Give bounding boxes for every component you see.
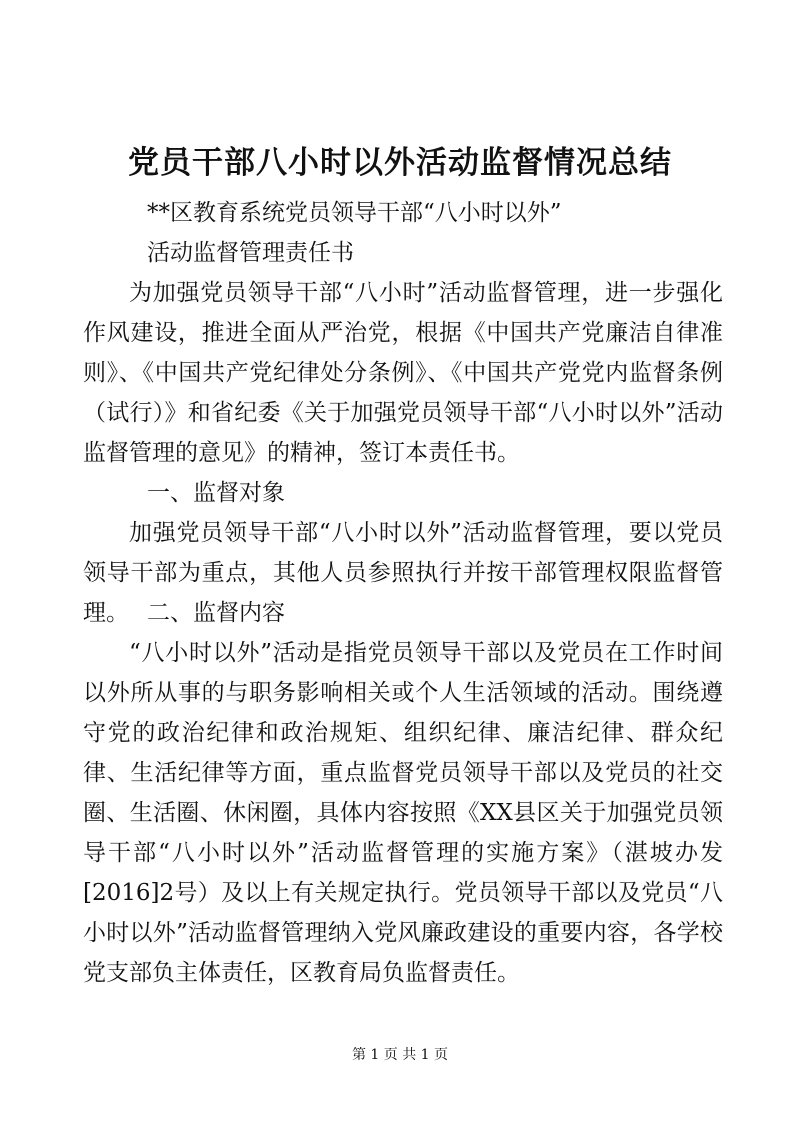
- paragraph-supervision-target: 加强党员领导干部“八小时以外”活动监督管理，要以党员领导干部为重点，其他人员参照执行并按干部管理权限监督管理。: [83, 520, 723, 626]
- paragraph-supervision-content: “八小时以外”活动是指党员领导干部以及党员在工作时间以外所从事的与职务影响相关或个人生活领域的活动。围绕遵守党的政治纪律和政治规矩、组织纪律、廉洁纪律、群众纪律、生活纪律等方面，重点监督党员领导干部以及党员的社交圈、生活圈、休闲圈，具体内容按照《XX县区关于加强党员领导干部“八小时以外”活动监督管理的实施方案》（湛坡办发[2016]2号）及以上有关规定执行。党员领导干部以及党员“八小时以外”活动监督管理纳入党风廉政建设的重要内容，各学校党支部负主体责任，区教育局负监督责任。: [83, 640, 723, 986]
- paragraph-intro: 为加强党员领导干部“八小时”活动监督管理，进一步强化作风建设，推进全面从严治党，根据《中国共产党廉洁自律准则》、《中国共产党纪律处分条例》、《中国共产党党内监督条例（试行）》和省纪委《关于加强党员领导干部“八小时以外”活动监督管理的意见》的精神，签订本责任书。: [83, 280, 723, 466]
- section-heading-supervision-target: 一、监督对象: [147, 480, 285, 506]
- subtitle-line-1: **区教育系统党员领导干部“八小时以外”: [147, 200, 562, 226]
- document-title: 党员干部八小时以外活动监督情况总结: [128, 145, 672, 181]
- page-footer: 第 1 页 共 1 页: [351, 1047, 449, 1063]
- subtitle-line-2: 活动监督管理责任书: [147, 240, 354, 266]
- section-heading-supervision-content: 二、监督内容: [147, 600, 285, 626]
